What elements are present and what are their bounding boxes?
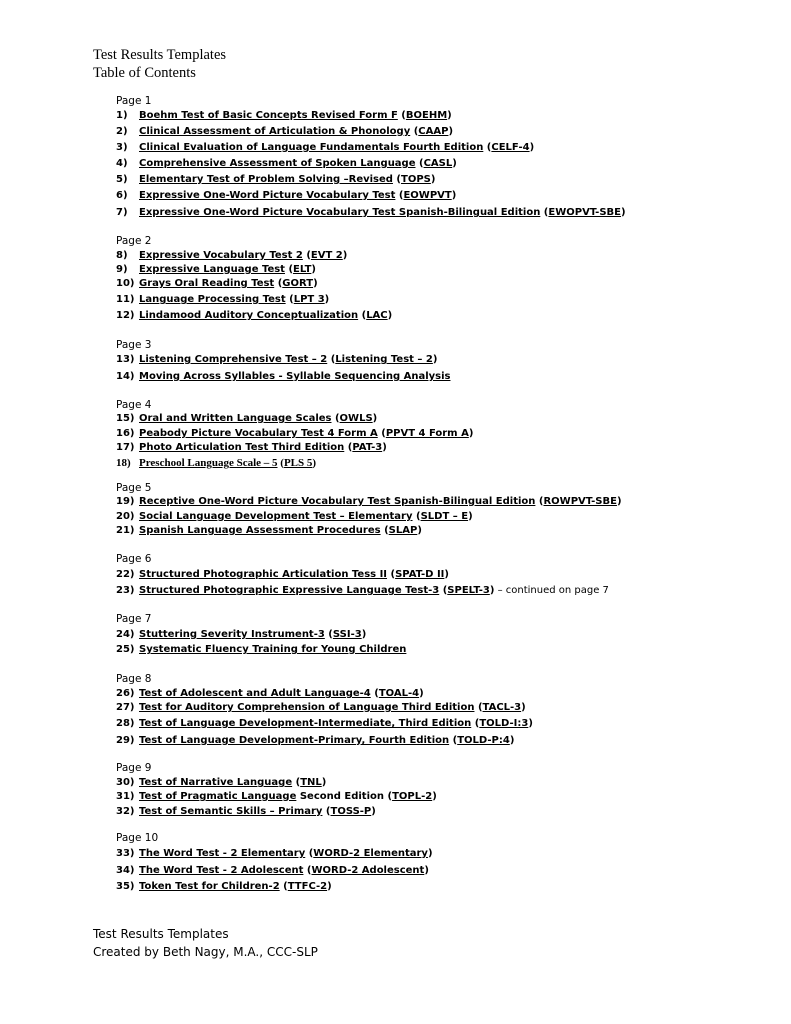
entry-number: 7) [116, 207, 128, 218]
entry-link[interactable]: Listening Comprehensive Test – 2 [139, 354, 328, 365]
entry-link[interactable]: Boehm Test of Basic Concepts Revised Form F [139, 110, 398, 121]
toc-entry: 6) Expressive One-Word Picture Vocabulary Test (EOWPVT) [116, 190, 457, 201]
section-page-label: Page 8 [116, 673, 152, 685]
entry-number: 31) [116, 791, 135, 802]
entry-number: 18) [116, 457, 131, 469]
entry-number: 5) [116, 174, 128, 185]
entry-link[interactable]: Test of Pragmatic Language [139, 791, 297, 802]
toc-entry: 30) Test of Narrative Language (TNL) [116, 777, 327, 788]
entry-abbreviation-link[interactable]: CASL [423, 158, 453, 169]
entry-abbreviation-link[interactable]: SPAT-D II [395, 569, 445, 580]
entry-number: 29) [116, 735, 135, 746]
toc-entry: 15) Oral and Written Language Scales (OWLS) [116, 413, 378, 424]
entry-number: 12) [116, 310, 135, 321]
toc-entry [116, 371, 450, 382]
entry-number: 28) [116, 718, 135, 729]
entry-abbreviation-link[interactable]: ELT [293, 264, 312, 275]
entry-abbreviation-link[interactable]: Listening Test – 2 [335, 354, 433, 365]
toc-entry: 8) Expressive Vocabulary Test 2 (EVT 2) [116, 250, 348, 261]
toc-entry: 7) Expressive One-Word Picture Vocabulary Test Spanish-Bilingual Edition (EWOPVT-SBE) [116, 207, 626, 218]
entry-abbreviation-link[interactable]: WORD-2 Adolescent [311, 865, 425, 876]
toc-entry: 23) Structured Photographic Expressive Language Test-3 (SPELT-3) – continued on page 7 [116, 585, 609, 596]
entry-link[interactable]: Expressive Vocabulary Test 2 [139, 250, 303, 261]
entry-number: 8) [116, 250, 128, 261]
toc-entry: 24) Stuttering Severity Instrument-3 (SSI-3) [116, 629, 367, 640]
entry-link[interactable]: Expressive One-Word Picture Vocabulary Test Spanish-Bilingual Edition [139, 207, 541, 218]
section-page-label: Page 7 [116, 613, 152, 625]
entry-link[interactable]: Elementary Test of Problem Solving –Revised [139, 174, 393, 185]
entry-link[interactable]: Systematic Fluency Training for Young Children [139, 644, 407, 655]
toc-entry: 1) Boehm Test of Basic Concepts Revised Form F (BOEHM) [116, 110, 452, 121]
entry-link[interactable]: Spanish Language Assessment Procedures [139, 525, 381, 536]
entry-abbreviation-link[interactable]: PAT-3 [352, 442, 383, 453]
entry-abbreviation-link[interactable]: EWOPVT-SBE [548, 207, 621, 218]
entry-abbreviation-link[interactable]: TACL-3 [482, 702, 522, 713]
footer-title: Test Results Templates [93, 927, 229, 941]
entry-link[interactable]: Stuttering Severity Instrument-3 [139, 629, 325, 640]
toc-entry: 19) Receptive One-Word Picture Vocabulary Test Spanish-Bilingual Edition (ROWPVT-SBE) [116, 496, 622, 507]
entry-abbreviation-link[interactable]: BOEHM [405, 110, 448, 121]
entry-link[interactable]: Receptive One-Word Picture Vocabulary Test Spanish-Bilingual Edition [139, 496, 536, 507]
entry-number: 35) [116, 881, 135, 892]
toc-entry: 22) Structured Photographic Articulation Tess II (SPAT-D II) [116, 569, 449, 580]
entry-number: 32) [116, 806, 135, 817]
toc-entry: 21) Spanish Language Assessment Procedures (SLAP) [116, 525, 422, 536]
toc-entry: 31) Test of Pragmatic Language Second Edition (TOPL-2) [116, 791, 437, 802]
entry-abbreviation-link[interactable]: SLDT – E [420, 511, 469, 522]
section-page-label: Page 5 [116, 482, 152, 494]
toc-entry: 28) Test of Language Development-Intermediate, Third Edition (TOLD-I:3) [116, 718, 533, 729]
toc-entry: 9) Expressive Language Test (ELT) [116, 264, 316, 275]
entry-abbreviation-link[interactable]: TOAL-4 [378, 688, 420, 699]
entry-link[interactable]: Expressive One-Word Picture Vocabulary Test [139, 190, 396, 201]
entry-abbreviation-link[interactable]: EVT 2 [310, 250, 343, 261]
entry-link[interactable]: Structured Photographic Expressive Language Test-3 [139, 585, 440, 596]
document-footer [93, 925, 318, 961]
entry-link[interactable]: Oral and Written Language Scales [139, 413, 332, 424]
entry-abbreviation-link[interactable]: TOSS-P [330, 806, 372, 817]
entry-number: 3) [116, 142, 128, 153]
toc-entry: 33) The Word Test - 2 Elementary (WORD-2 Elementary) [116, 848, 433, 859]
entry-number: 20) [116, 511, 135, 522]
entry-number: 21) [116, 525, 135, 536]
entry-link[interactable]: Clinical Evaluation of Language Fundamentals Fourth Edition [139, 142, 484, 153]
entry-number: 10) [116, 278, 135, 289]
entry-link[interactable]: Grays Oral Reading Test [139, 278, 275, 289]
document-title: Test Results Templates [93, 47, 227, 63]
toc-entry [116, 644, 406, 655]
entry-number: 6) [116, 190, 128, 201]
entry-link[interactable]: Test of Narrative Language [139, 777, 293, 788]
entry-link[interactable]: Expressive Language Test [139, 264, 285, 275]
entry-abbreviation-link[interactable]: CAAP [418, 126, 449, 137]
entry-number: 1) [116, 110, 128, 121]
entry-number: 25) [116, 644, 135, 655]
toc-entry: 35) Token Test for Children-2 (TTFC-2) [116, 881, 332, 892]
toc-entry: 32) Test of Semantic Skills – Primary (TOSS-P) [116, 806, 376, 817]
entry-abbreviation-link[interactable]: SSI-3 [332, 629, 362, 640]
toc-entry: 10) Grays Oral Reading Test (GORT) [116, 278, 318, 289]
toc-entry: 12) Lindamood Auditory Conceptualization (LAC) [116, 310, 393, 321]
entry-number: 27) [116, 702, 135, 713]
entry-link[interactable]: Test of Adolescent and Adult Language-4 [139, 688, 371, 699]
entry-link[interactable]: Comprehensive Assessment of Spoken Language [139, 158, 416, 169]
entry-link[interactable]: Clinical Assessment of Articulation & Phonology [139, 126, 411, 137]
toc-entry: 2) Clinical Assessment of Articulation & Phonology (CAAP) [116, 126, 454, 137]
toc-entry: 3) Clinical Evaluation of Language Fundamentals Fourth Edition (CELF-4) [116, 142, 535, 153]
entry-number: 26) [116, 688, 135, 699]
entry-number: 2) [116, 126, 128, 137]
footer-credit: Created by Beth Nagy, M.A., CCC-SLP [93, 945, 318, 959]
entry-link[interactable]: Test of Semantic Skills – Primary [139, 806, 323, 817]
entry-abbreviation-link[interactable]: EOWPVT [403, 190, 452, 201]
toc-entry: 5) Elementary Test of Problem Solving –Revised (TOPS) [116, 174, 436, 185]
entry-link[interactable]: Test for Auditory Comprehension of Language Third Edition [139, 702, 475, 713]
entry-abbreviation-link[interactable]: TTFC-2 [287, 881, 328, 892]
entry-number: 14) [116, 371, 135, 382]
entry-number: 11) [116, 294, 135, 305]
entry-abbreviation-link[interactable]: WORD-2 Elementary [313, 848, 428, 859]
entry-link[interactable]: Social Language Development Test – Elementary [139, 511, 413, 522]
toc-entry: 11) Language Processing Test (LPT 3) [116, 294, 330, 305]
entry-abbreviation-link[interactable]: LPT 3 [293, 294, 325, 305]
entry-link[interactable]: Test of Language Development-Primary, Fourth Edition [139, 735, 450, 746]
entry-link[interactable]: Structured Photographic Articulation Tess II [139, 569, 388, 580]
entry-number: 34) [116, 865, 135, 876]
entry-number: 30) [116, 777, 135, 788]
section-page-label: Page 3 [116, 339, 152, 351]
entry-abbreviation-link[interactable]: SLAP [388, 525, 418, 536]
entry-number: 15) [116, 413, 135, 424]
section-page-label: Page 6 [116, 553, 152, 565]
toc-entry: 34) The Word Test - 2 Adolescent (WORD-2 Adolescent) [116, 865, 429, 876]
toc-entry: 29) Test of Language Development-Primary, Fourth Edition (TOLD-P:4) [116, 735, 515, 746]
entry-link[interactable]: The Word Test - 2 Elementary [139, 848, 306, 859]
toc-entry: 26) Test of Adolescent and Adult Language-4 (TOAL-4) [116, 688, 424, 699]
entry-abbreviation-link[interactable]: ROWPVT-SBE [543, 496, 617, 507]
toc-entry: 16) Peabody Picture Vocabulary Test 4 Form A (PPVT 4 Form A) [116, 428, 474, 439]
entry-number: 33) [116, 848, 135, 859]
entry-link[interactable]: Token Test for Children-2 [139, 881, 280, 892]
entry-note: – continued on page 7 [494, 585, 609, 596]
toc-entry: 27) Test for Auditory Comprehension of Language Third Edition (TACL-3) [116, 702, 526, 713]
toc-entry: 13) Listening Comprehensive Test – 2 (Listening Test – 2) [116, 354, 438, 365]
toc-entry: 4) Comprehensive Assessment of Spoken Language (CASL) [116, 158, 457, 169]
entry-abbreviation-link[interactable]: TOPL-2 [392, 791, 433, 802]
entry-abbreviation-link[interactable]: TOPS [401, 174, 431, 185]
toc-entry: 18) Preschool Language Scale – 5 (PLS 5) [116, 457, 317, 469]
entry-number: 22) [116, 569, 135, 580]
entry-abbreviation-link[interactable]: PLS 5 [283, 457, 313, 469]
entry-abbreviation-link[interactable]: TNL [300, 777, 322, 788]
entry-number: 23) [116, 585, 135, 596]
entry-number: 4) [116, 158, 128, 169]
entry-number: 24) [116, 629, 135, 640]
entry-abbreviation-link[interactable]: TOLD-P:4 [457, 735, 510, 746]
entry-abbreviation-link[interactable]: PPVT 4 Form A [385, 428, 469, 439]
toc-entry: 20) Social Language Development Test – Elementary (SLDT – E) [116, 511, 473, 522]
entry-abbreviation-link[interactable]: SPELT-3 [447, 585, 490, 596]
section-page-label: Page 2 [116, 235, 152, 247]
entry-number: 13) [116, 354, 135, 365]
entry-link[interactable]: Preschool Language Scale – 5 [139, 457, 278, 469]
entry-link[interactable]: Test of Language Development-Intermediate, Third Edition [139, 718, 472, 729]
entry-abbreviation-link[interactable]: OWLS [339, 413, 373, 424]
section-page-label: Page 4 [116, 399, 152, 411]
section-page-label: Page 1 [116, 95, 152, 107]
entry-abbreviation-link[interactable]: LAC [366, 310, 388, 321]
entry-number: 17) [116, 442, 135, 453]
entry-link[interactable]: Peabody Picture Vocabulary Test 4 Form A [139, 428, 378, 439]
document-subtitle: Table of Contents [93, 65, 196, 81]
entry-link[interactable]: Moving Across Syllables - Syllable Sequencing Analysis [139, 371, 451, 382]
entry-edition: Second Edition [296, 791, 384, 802]
entry-link[interactable]: The Word Test - 2 Adolescent [139, 865, 304, 876]
entry-link[interactable]: Photo Articulation Test Third Edition [139, 442, 345, 453]
entry-abbreviation-link[interactable]: TOLD-I:3 [479, 718, 529, 729]
section-page-label: Page 9 [116, 762, 152, 774]
entry-number: 19) [116, 496, 135, 507]
entry-abbreviation-link[interactable]: CELF-4 [491, 142, 530, 153]
toc-entry: 17) Photo Articulation Test Third Edition (PAT-3) [116, 442, 387, 453]
entry-abbreviation-link[interactable]: GORT [282, 278, 314, 289]
section-page-label: Page 10 [116, 832, 159, 844]
entry-link[interactable]: Language Processing Test [139, 294, 286, 305]
entry-number: 16) [116, 428, 135, 439]
entry-link[interactable]: Lindamood Auditory Conceptualization [139, 310, 359, 321]
entry-number: 9) [116, 264, 128, 275]
